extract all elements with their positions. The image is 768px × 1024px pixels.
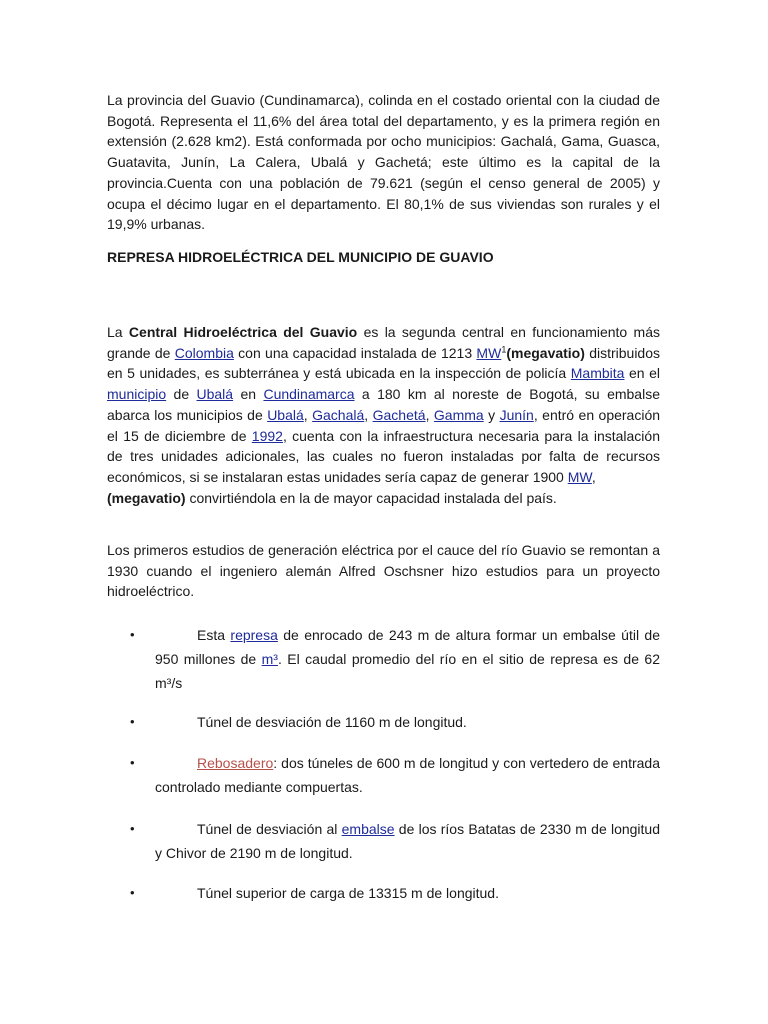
link-ubala[interactable]: Ubalá <box>196 386 234 403</box>
intro-paragraph: La provincia del Guavio (Cundinamarca), colinda en el costado oriental con la ciudad de Bogotá. Representa el 11,6% del área total del departamento, y es la primera región en extensión (2.628 km2). Está conformada por ocho municipios: Gachalá, Gama, Guasca, Guatavita, Junín, La Calera, Ubalá y Gachetá; este último es la capital de la provincia.Cuenta con una población de 79.621 (según el censo general de 2005) y ocupa el décimo lugar en el departamento. El 80,1% de sus viviendas son rurales y el 19,9% urbanas. <box>107 92 660 233</box>
link-mw-2[interactable]: MW <box>567 468 592 485</box>
studies-paragraph: Los primeros estudios de generación eléctrica por el cauce del río Guavio se remontan a 1930 cuando el ingeniero alemán Alfred Oschsner hizo estudios para un proyecto hidroeléctrico. <box>107 542 660 600</box>
list-item <box>130 710 660 734</box>
text: en <box>233 386 264 403</box>
link-embalse[interactable]: embalse <box>341 821 395 837</box>
central-paragraph <box>107 322 660 508</box>
text: con una capacidad instalada de 1213 <box>233 344 477 361</box>
text: , cuenta con la infraestructura necesaria para la instalación de tres unidades adicionales, las cuales no fueron instaladas por falta de recursos económicos, si se instalaran estas unidades sería capaz de generar 1900 <box>107 427 660 485</box>
bullet-icon: • <box>130 627 135 642</box>
text: de <box>166 386 197 403</box>
bold-unit: (megavatio) <box>506 344 585 361</box>
link-rebosadero[interactable]: Rebosadero <box>197 755 274 771</box>
section-heading: REPRESA HIDROELÉCTRICA DEL MUNICIPIO DE GUAVIO <box>107 249 494 265</box>
link-mw[interactable]: MW <box>476 344 502 361</box>
link-mambita[interactable]: Mambita <box>570 365 625 382</box>
link-gachala[interactable]: Gachalá <box>312 406 365 423</box>
link-ubala-2[interactable]: Ubalá <box>267 406 304 423</box>
list-item <box>130 623 661 695</box>
text: Túnel de desviación de 1160 m de longitud. <box>197 714 467 730</box>
text: , entró en operación el 15 de diciembre de <box>107 406 661 444</box>
text: Esta <box>197 627 231 643</box>
link-m3[interactable]: m³ <box>261 651 278 667</box>
bullet-icon: • <box>130 714 135 729</box>
text: a 180 km al noreste de Bogotá, su embalse abarca los municipios de <box>107 386 660 423</box>
link-gamma[interactable]: Gamma <box>433 406 484 423</box>
text: es la segunda central en funcionamiento más grande de <box>107 324 660 361</box>
text: La <box>107 324 129 340</box>
list-item <box>130 881 660 905</box>
text: de los ríos Batatas de 2330 m de longitud y Chivor de 2190 m de longitud. <box>155 821 661 861</box>
text: en el <box>624 365 661 382</box>
bullet-icon: • <box>130 755 135 770</box>
bold-title: Central Hidroeléctrica del Guavio <box>128 324 358 340</box>
text: Túnel de desviación al <box>197 821 342 837</box>
bullet-icon: • <box>130 821 135 836</box>
text: , <box>425 406 434 423</box>
text: Túnel superior de carga de 13315 m de longitud. <box>197 885 499 901</box>
list-item <box>130 751 660 799</box>
link-colombia[interactable]: Colombia <box>174 344 234 361</box>
text: : dos túneles de 600 m de longitud y con vertedero de entrada controlado mediante compuertas. <box>155 755 660 795</box>
link-gacheta[interactable]: Gachetá <box>372 406 426 423</box>
footnote-ref[interactable]: 1 <box>501 344 507 355</box>
text: y <box>483 406 500 423</box>
text: de enrocado de 243 m de altura formar un embalse útil de 950 millones de <box>155 627 661 667</box>
list-item <box>130 817 661 865</box>
text: convirtiéndola en la de mayor capacidad instalada del país. <box>185 489 557 506</box>
link-cundinamarca[interactable]: Cundinamarca <box>263 386 355 403</box>
text: , <box>303 406 313 423</box>
link-municipio[interactable]: municipio <box>107 386 167 403</box>
text: , <box>591 468 596 485</box>
link-junin[interactable]: Junín <box>499 406 534 423</box>
text: distribuidos en 5 unidades, es subterránea y está ubicada en la inspección de policía <box>107 344 661 382</box>
link-1992[interactable]: 1992 <box>251 427 283 444</box>
bullet-icon: • <box>130 885 135 900</box>
bold-unit-2: (megavatio) <box>107 489 186 506</box>
link-represa[interactable]: represa <box>230 627 278 643</box>
text: , <box>364 406 373 423</box>
text: . El caudal promedio del río en el sitio de represa es de 62 m³/s <box>155 651 660 691</box>
